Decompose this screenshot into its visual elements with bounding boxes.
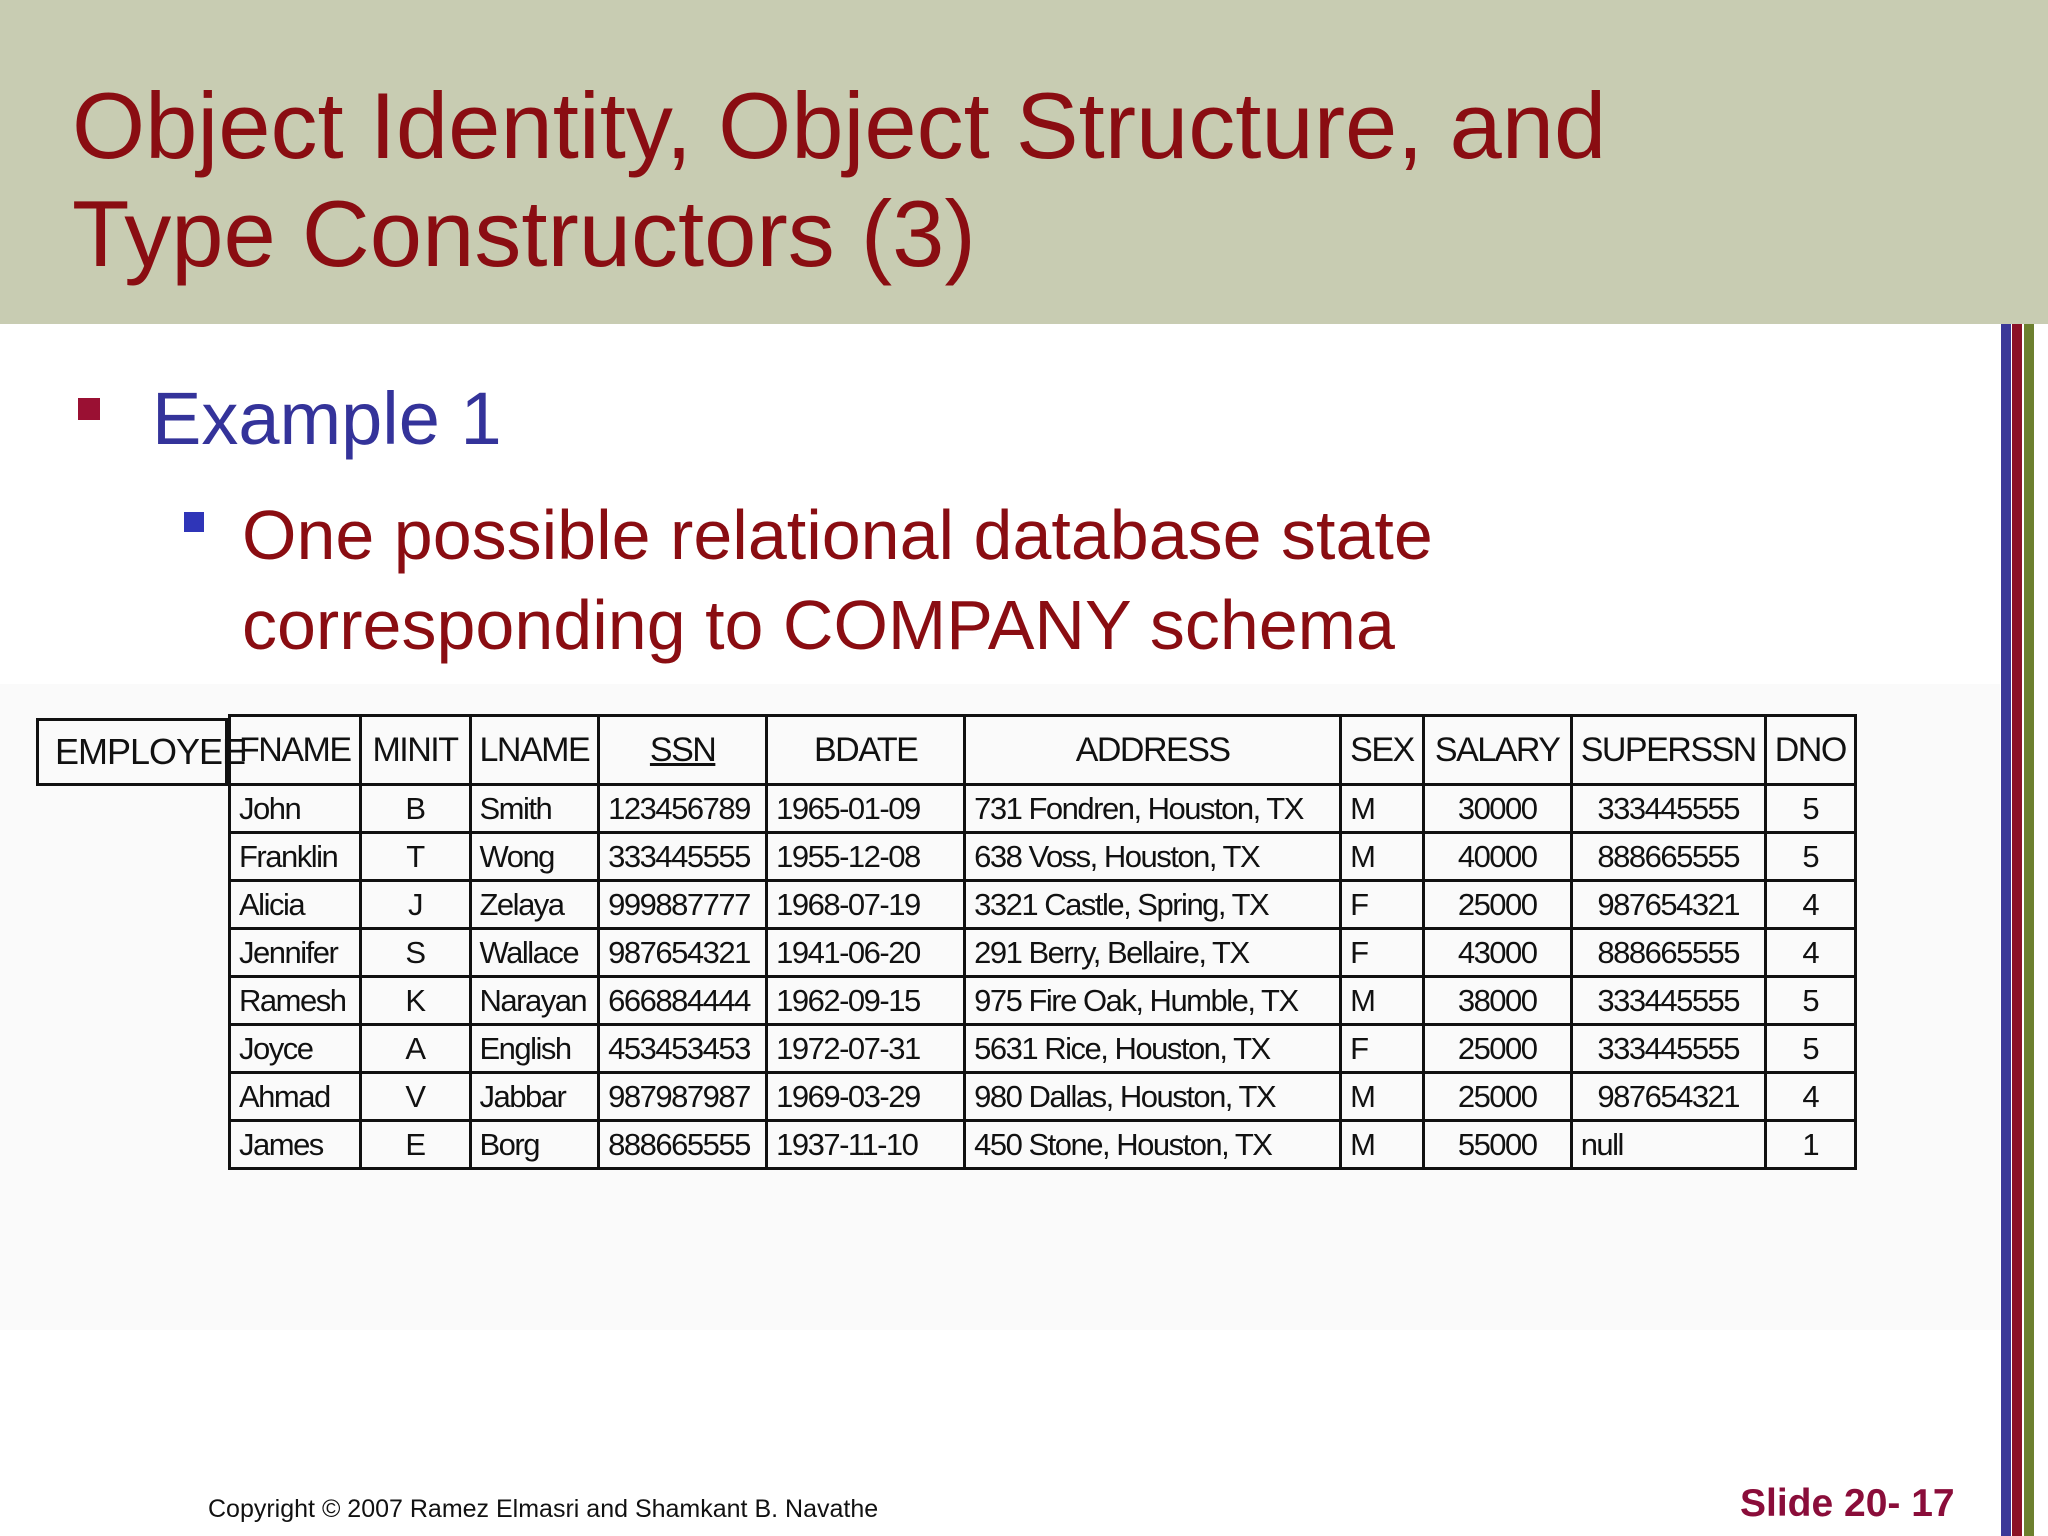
slide-title-line-2: Type Constructors (3) [72,181,976,286]
cell-dno: 1 [1765,1121,1855,1169]
cell-bdate: 1941-06-20 [767,929,965,977]
side-stripe-green [2024,324,2034,1536]
table-row [230,833,1856,881]
cell-bdate: 1968-07-19 [767,881,965,929]
cell-minit: A [360,1025,470,1073]
cell-salary: 55000 [1423,1121,1571,1169]
column-header-superssn: SUPERSSN [1571,716,1765,785]
cell-sex: M [1341,1073,1424,1121]
table-row [230,1121,1856,1169]
table-row [230,1073,1856,1121]
relation-name-employee: EMPLOYEE [36,718,228,786]
column-header-dno: DNO [1765,716,1855,785]
cell-fname: James [230,1121,361,1169]
cell-ssn: 888665555 [599,1121,767,1169]
cell-superssn: 888665555 [1571,833,1765,881]
cell-lname: English [470,1025,599,1073]
cell-ssn: 333445555 [599,833,767,881]
cell-salary: 30000 [1423,785,1571,833]
cell-salary: 25000 [1423,1073,1571,1121]
cell-minit: E [360,1121,470,1169]
cell-sex: M [1341,977,1424,1025]
cell-salary: 40000 [1423,833,1571,881]
column-header-minit: MINIT [360,716,470,785]
cell-lname: Jabbar [470,1073,599,1121]
cell-bdate: 1969-03-29 [767,1073,965,1121]
cell-lname: Smith [470,785,599,833]
column-header-bdate: BDATE [767,716,965,785]
cell-address: 5631 Rice, Houston, TX [965,1025,1341,1073]
cell-fname: Jennifer [230,929,361,977]
slide-title [72,72,1606,288]
cell-superssn: null [1571,1121,1765,1169]
slide-number: Slide 20- 17 [1740,1482,1955,1525]
column-header-fname: FNAME [230,716,361,785]
cell-salary: 25000 [1423,881,1571,929]
cell-bdate: 1937-11-10 [767,1121,965,1169]
cell-salary: 25000 [1423,1025,1571,1073]
cell-bdate: 1955-12-08 [767,833,965,881]
cell-address: 975 Fire Oak, Humble, TX [965,977,1341,1025]
cell-superssn: 888665555 [1571,929,1765,977]
cell-minit: V [360,1073,470,1121]
cell-fname: Joyce [230,1025,361,1073]
cell-bdate: 1965-01-09 [767,785,965,833]
cell-dno: 5 [1765,1025,1855,1073]
square-bullet-icon [184,512,204,532]
column-header-sex: SEX [1341,716,1424,785]
cell-dno: 4 [1765,929,1855,977]
table-row [230,977,1856,1025]
cell-minit: K [360,977,470,1025]
cell-minit: T [360,833,470,881]
cell-salary: 43000 [1423,929,1571,977]
cell-minit: J [360,881,470,929]
cell-address: 291 Berry, Bellaire, TX [965,929,1341,977]
bullet-relational-state [242,490,1433,670]
cell-ssn: 666884444 [599,977,767,1025]
cell-lname: Zelaya [470,881,599,929]
side-stripe-blue [2001,324,2011,1536]
cell-fname: Alicia [230,881,361,929]
cell-ssn: 987987987 [599,1073,767,1121]
cell-sex: M [1341,1121,1424,1169]
cell-dno: 5 [1765,977,1855,1025]
employee-table [228,714,1857,1170]
cell-ssn: 987654321 [599,929,767,977]
bullet-example-1: Example 1 [152,377,502,460]
square-bullet-icon [78,398,100,420]
cell-minit: S [360,929,470,977]
table-row [230,881,1856,929]
cell-lname: Wallace [470,929,599,977]
cell-sex: F [1341,1025,1424,1073]
table-row [230,785,1856,833]
cell-fname: Franklin [230,833,361,881]
column-header-ssn: SSN [599,716,767,785]
cell-address: 980 Dallas, Houston, TX [965,1073,1341,1121]
column-header-salary: SALARY [1423,716,1571,785]
cell-dno: 5 [1765,833,1855,881]
cell-ssn: 123456789 [599,785,767,833]
cell-superssn: 333445555 [1571,785,1765,833]
bullet-line-2: corresponding to COMPANY schema [242,586,1395,664]
cell-sex: M [1341,785,1424,833]
cell-sex: F [1341,881,1424,929]
cell-dno: 4 [1765,1073,1855,1121]
side-stripe-red [2012,324,2022,1536]
cell-dno: 4 [1765,881,1855,929]
column-header-lname: LNAME [470,716,599,785]
column-header-address: ADDRESS [965,716,1341,785]
cell-address: 731 Fondren, Houston, TX [965,785,1341,833]
cell-fname: Ahmad [230,1073,361,1121]
cell-ssn: 453453453 [599,1025,767,1073]
cell-fname: Ramesh [230,977,361,1025]
cell-bdate: 1972-07-31 [767,1025,965,1073]
cell-superssn: 333445555 [1571,1025,1765,1073]
cell-superssn: 333445555 [1571,977,1765,1025]
cell-lname: Narayan [470,977,599,1025]
cell-bdate: 1962-09-15 [767,977,965,1025]
cell-minit: B [360,785,470,833]
cell-dno: 5 [1765,785,1855,833]
cell-address: 638 Voss, Houston, TX [965,833,1341,881]
slide-title-line-1: Object Identity, Object Structure, and [72,73,1607,178]
cell-address: 3321 Castle, Spring, TX [965,881,1341,929]
copyright-notice: Copyright © 2007 Ramez Elmasri and Shamkant B. Navathe [208,1495,879,1523]
cell-lname: Borg [470,1121,599,1169]
table-row [230,1025,1856,1073]
bullet-line-1: One possible relational database state [242,496,1433,574]
cell-sex: M [1341,833,1424,881]
table-row [230,929,1856,977]
cell-address: 450 Stone, Houston, TX [965,1121,1341,1169]
cell-salary: 38000 [1423,977,1571,1025]
cell-ssn: 999887777 [599,881,767,929]
cell-superssn: 987654321 [1571,1073,1765,1121]
cell-sex: F [1341,929,1424,977]
cell-fname: John [230,785,361,833]
table-header-row [230,716,1856,785]
cell-superssn: 987654321 [1571,881,1765,929]
cell-lname: Wong [470,833,599,881]
